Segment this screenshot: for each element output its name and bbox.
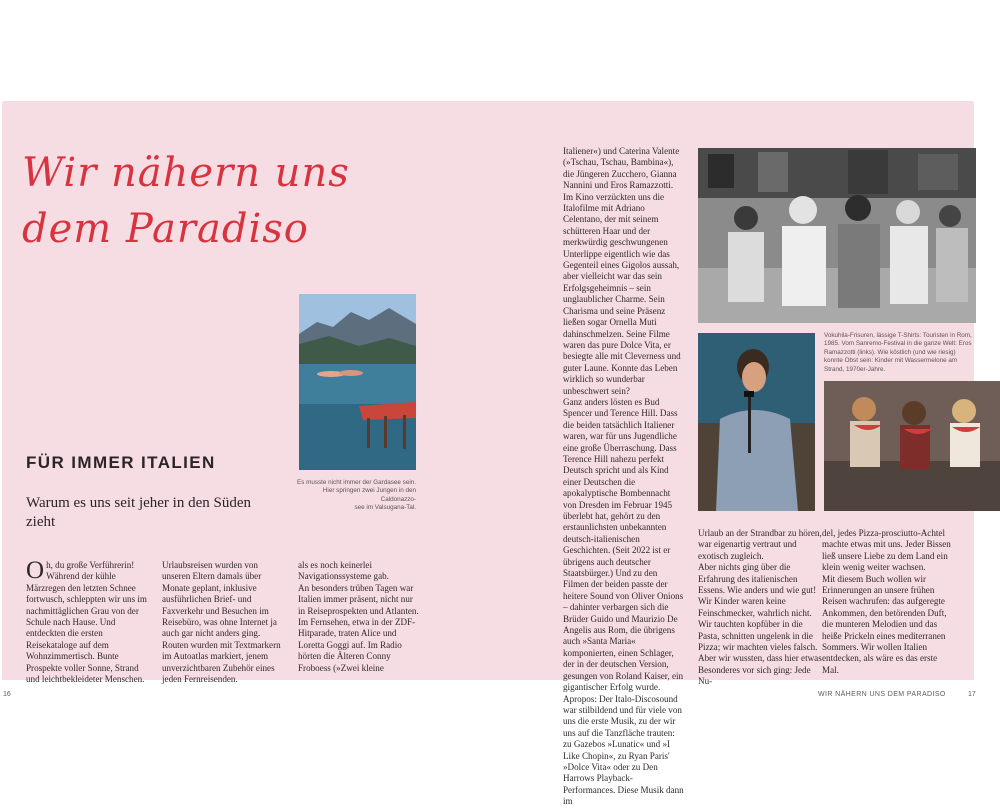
text-column-6 — [822, 528, 952, 676]
text-column-2 — [162, 560, 286, 685]
lake-photo-caption: Es musste nicht immer der Gardasee sein. Hier springen zwei Jungen in den Caldonazzo- see im Valsugana-Tal. — [297, 479, 416, 512]
kids-watermelon-photo — [824, 381, 1000, 511]
col3-paragraph: als es noch keinerlei Navigationssysteme gab. An besonders trüben Tagen war Italien immer präsent, nicht nur in Reiseprospekten und Atlanten. Im Fernsehen, etwa in der ZDF-Hitparade, traten Alice und Loretta Goggi auf. Im Radio hörten die Älteren Conny Froboess (»Zwei kleine — [298, 560, 419, 673]
section-heading: FÜR IMMER ITALIEN — [26, 453, 216, 472]
col2-paragraph: Urlaubsreisen wurden von unseren Eltern damals über Monate geplant, inklusive ausführlichen Brief- und Faxverkehr und Besuchen im Reisebüro, was ohne Internet ja auch gar nicht anders ging. Routen wurden mit Textmarkern im Autoatlas markiert, jenem unverzichtbaren Zubehör eines jeden Fernreisenden. — [162, 560, 281, 685]
col1-paragraph: h, du große Verführerin! Während der kühle Märzregen den letzten Schnee fortwusch, schleppten wir uns im nachmittäglichen Grau von der Schule nach Hause. Und entdeckten die ersten Reisekataloge auf dem Wohnzimmertisch. Bunte Prospekte voller Sonne, Strand und leichtbekleideter Menschen. — [26, 560, 147, 685]
running-head: WIR NÄHERN UNS DEM PARADISO — [818, 691, 946, 698]
tourists-crowd-photo — [698, 148, 976, 323]
chapter-title-line2: dem Paradiso — [22, 205, 309, 252]
text-column-3 — [298, 560, 422, 674]
drop-cap: O — [26, 557, 45, 584]
subheading: Warum es uns seit jeher in den Süden zieht — [26, 495, 251, 530]
text-column-5 — [698, 528, 822, 688]
page-number-right: 17 — [968, 691, 976, 698]
col5-paragraph: Urlaub an der Strandbar zu hören, war eigenartig vertraut und exotisch zugleich. Aber nichts ging über die Erfahrung des italienischen Essens. Wie anders und wie gut! Wir Kinder waren keine Feinschmecker, wahrlich nicht. Wir tauchten kopfüber in die Pasta, schnitten ungelenk in die Pizza; wir machten vieles falsch. Aber wir wussten, dass hier etwas Besonderes vor sich ging: Jede Nu- — [698, 528, 822, 687]
text-column-4 — [563, 146, 685, 808]
chapter-title-line1: Wir nähern uns — [22, 149, 350, 196]
col4-paragraph: Italiener«) und Caterina Valente (»Tschau, Tschau, Bambina«), die Jüngeren Zucchero, Gianna Nannini und Eros Ramazzotti. Im Kino verzückten uns die Italofilme mit Adriano Celentano, der mit seinem schütteren Haar und der merkwürdig geschwungenen Unterlippe eigentlich wie das Gegenteil eines Gigolos aussah, aber vielleicht war das sein Erfolgsgeheimnis – sein unglaublicher Charme. Sein Charisma und seine Präsenz ließen sogar Ornella Muti dahinschmelzen. Seine Filme waren das pure Dolce Vita, er besiegte alle mit Cleverness und guter Laune. Konnte das Leben wirklich so wunderbar unbeschwert sein? Ganz anders lösten es Bud Spencer und Terence Hill. Dass die beiden tatsächlich Italiener waren, war für uns Jugendliche eine große Überraschung. Dass Terence Hill nahezu perfekt Deutsch spricht und als Kind einer Deutschen die apokalyptische Bombennacht von Dresden im Februar 1945 überlebt hat, gehört zu den erstaunlichsten unbekannten deutsch-italienischen Geschichten. (Seit 2022 ist er übrigens auch deutscher Staatsbürger.) Und zu den Filmen der beiden passte der heitere Sound von Oliver Onions – dahinter verbargen sich die Brüder Guido und Maurizio De Angelis aus Rom, die übrigens auch »Santa Maria« komponierten, einen Schlager, der in der deutschen Version, gesungen von Roland Kaiser, ein gigantischer Erfolg wurde. Apropos: Der Italo-Discosound war stilbildend und für viele von uns die erste Musik, zu der wir uns auf die Tanzfläche trauten: zu Gazebos »Lunatic« und »I Like Chopin«, zu Ryan Paris' »Dolce Vita« oder zu Den Harrows Playback-Performances. Diese Musik dann im — [563, 146, 684, 807]
photos-caption: Vokuhila-Frisuren, lässige T-Shirts: Touristen in Rom, 1985. Vom Sanremo-Festival in die ganze Welt: Eros Ramazzotti (links). Wie köstlich (und wie riesig) konnte Obst sein: Kinder mit Wassermelone am Strand, 1970er-Jahre. — [824, 332, 972, 373]
text-column-1 — [26, 557, 150, 685]
lake-diving-photo — [299, 294, 416, 470]
col6-paragraph: del, jedes Pizza-prosciutto-Achtel machte etwas mit uns. Jeder Bissen ließ unsere Liebe zu dem Land ein klein wenig weiter wachsen. Mit diesem Buch wollen wir Erinnerungen an unsere frühen Reisen wachrufen: das aufgeregte Ankommen, den betörenden Duft, die munteren Melodien und das heiße Prickeln eines mediterranen Sommers. Wir wollen Italien entdecken, als wäre es das erste Mal. — [822, 528, 951, 675]
page-number-left: 16 — [3, 691, 11, 698]
singer-photo — [698, 333, 815, 511]
chapter-title — [22, 145, 362, 257]
